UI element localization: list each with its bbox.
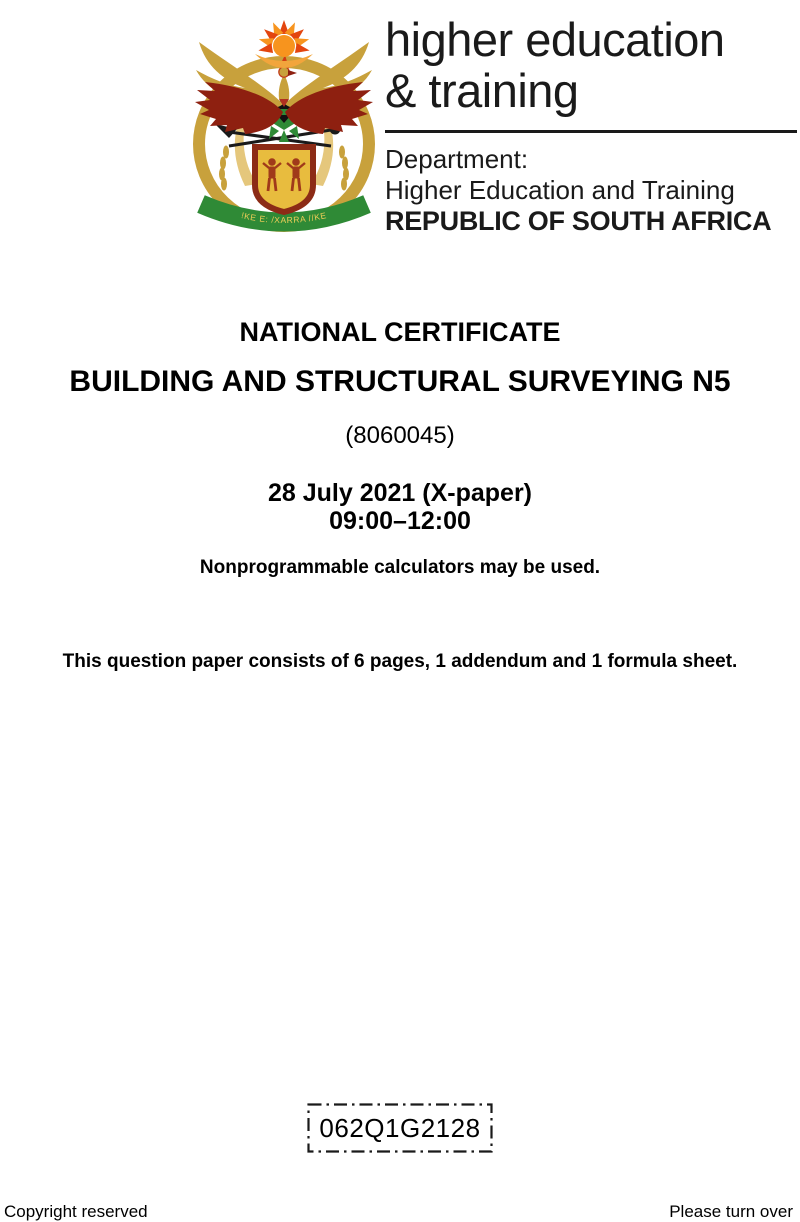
shield-icon	[255, 147, 313, 212]
wordmark-divider	[385, 130, 797, 133]
paper-code: 062Q1G2128	[319, 1113, 481, 1143]
wheat-left-icon	[219, 146, 229, 191]
department-name: Higher Education and Training	[385, 175, 735, 205]
banner-motto-text: !KE E: /XARRA //KE	[240, 210, 328, 226]
wordmark-line1: higher education	[385, 13, 725, 66]
footer-copyright: Copyright reserved	[4, 1202, 148, 1221]
contents-note: This question paper consists of 6 pages, 1 addendum and 1 formula sheet.	[62, 651, 738, 672]
country-name: REPUBLIC OF SOUTH AFRICA	[385, 206, 772, 236]
wordmark-line2: & training	[385, 64, 579, 117]
certificate-heading: NATIONAL CERTIFICATE	[239, 317, 561, 347]
footer-turn-over: Please turn over	[669, 1202, 793, 1221]
department-block	[385, 144, 797, 237]
paper-code-box	[307, 1103, 493, 1153]
paper-title: BUILDING AND STRUCTURAL SURVEYING N5	[69, 365, 731, 398]
wheat-right-icon	[339, 146, 349, 191]
department-label: Department:	[385, 144, 529, 174]
coat-of-arms-logo	[179, 12, 389, 234]
subject-code: (8060045)	[345, 422, 455, 449]
exam-date: 28 July 2021 (X-paper)	[267, 479, 532, 507]
logo-wordmark	[385, 14, 797, 237]
calculator-note: Nonprogrammable calculators may be used.	[199, 557, 601, 578]
exam-time: 09:00–12:00	[329, 507, 471, 535]
